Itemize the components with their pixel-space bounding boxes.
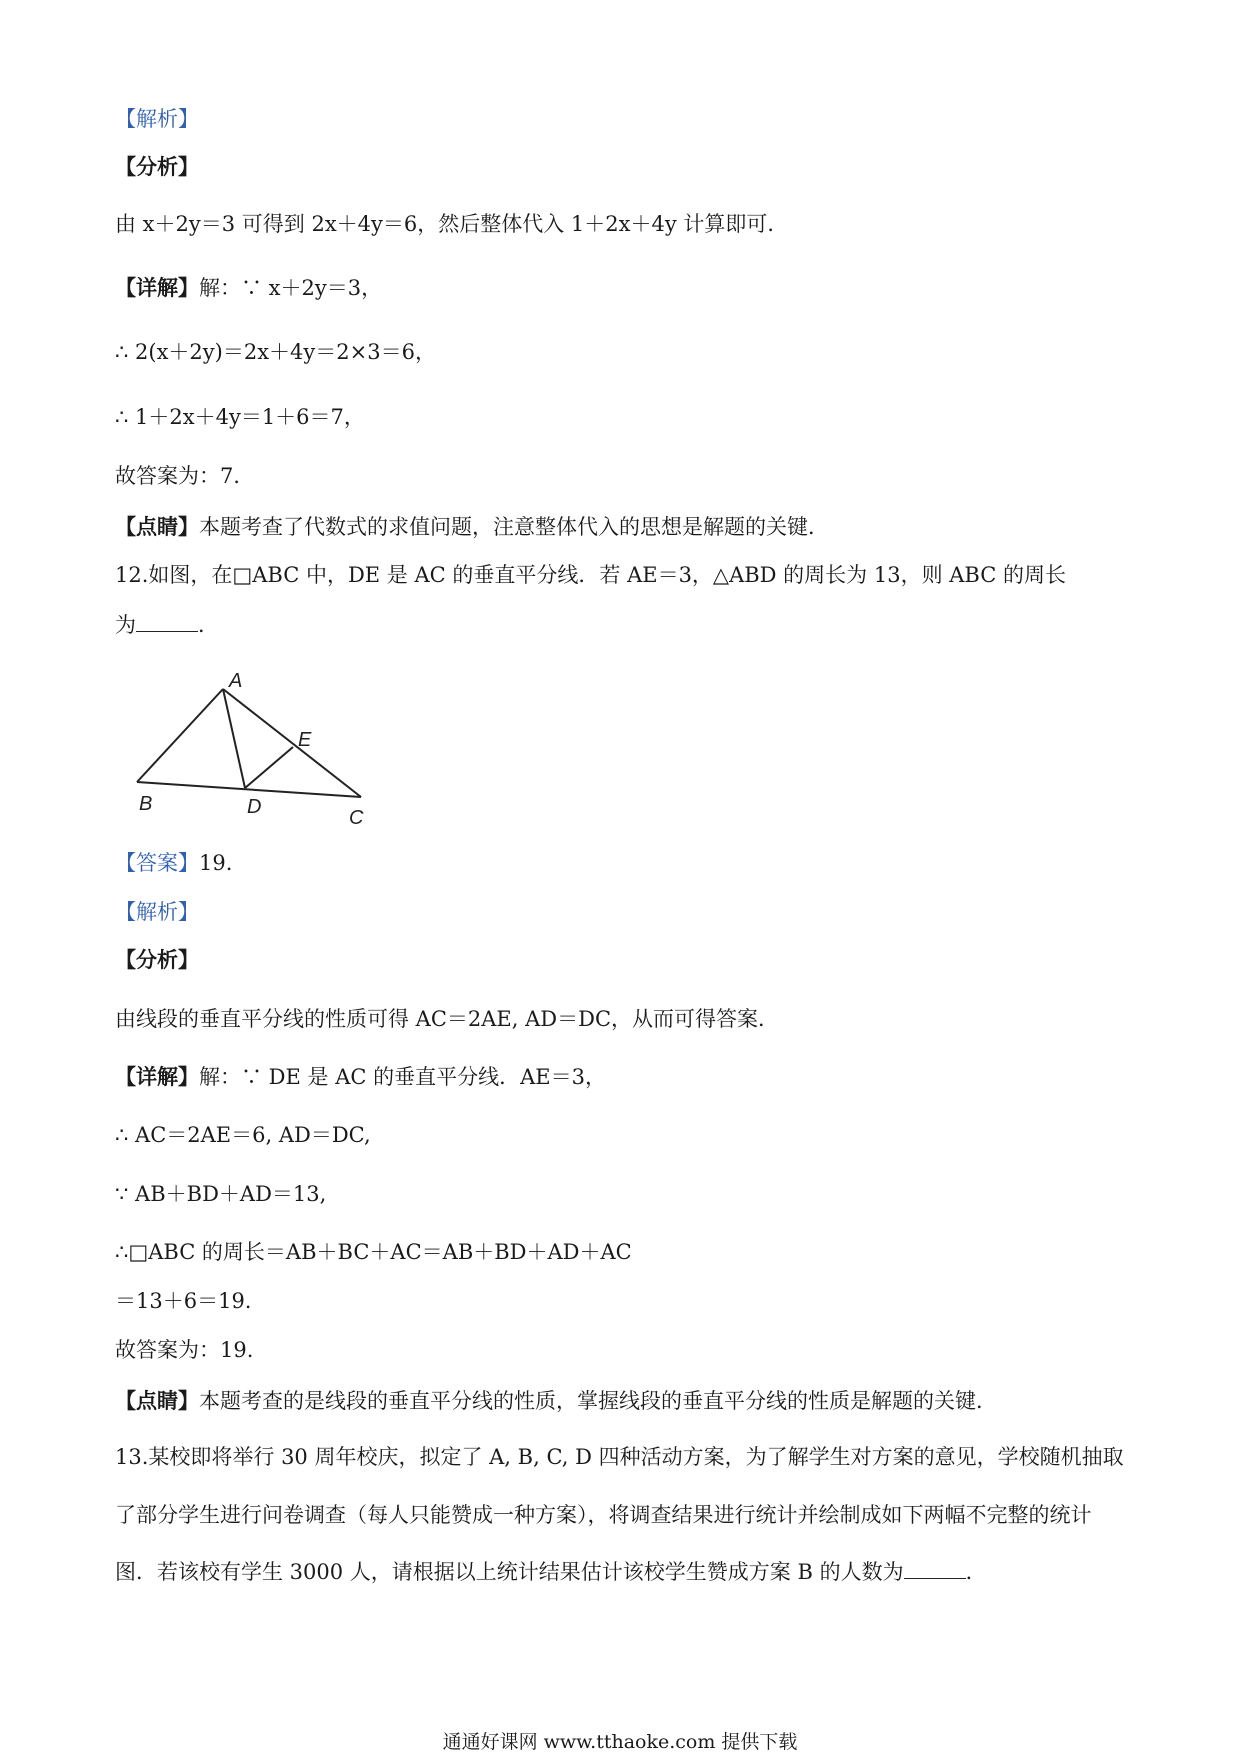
answer-blank-2 [904,1558,966,1579]
answer-blank [136,611,198,632]
daan-line [115,848,232,878]
solution-step-1: ∴ 2(x＋2y)＝2x＋4y＝2×3＝6， [115,340,436,364]
xiangjie-text: 解：∵ x＋2y＝3， [199,276,383,300]
dianjing-tag-2: 【点睛】 [115,1388,199,1413]
question-13-suffix: ． [965,1560,987,1584]
solution-step-5: ∴□ABC 的周长＝AB＋BC＋AC＝AB＋BD＋AD＋AC [115,1240,632,1264]
question-13-prefix: 图．若该校有学生 3000 人，请根据以上统计结果估计该校学生赞成方案 B 的人数为 [115,1560,904,1584]
question-12-line-2 [115,610,219,640]
triangle-diagram [125,665,385,835]
label-d: D [247,796,262,818]
dianjing-text-2: 本题考查的是线段的垂直平分线的性质，掌握线段的垂直平分线的性质是解题的关键． [199,1389,997,1413]
question-12-prefix: 为 [115,613,136,637]
jiexi-tag: 【解析】 [115,107,199,131]
label-e: E [298,729,312,751]
label-c: C [349,807,364,829]
xiangjie-line [115,273,382,303]
fenxi-tag-2: 【分析】 [115,947,199,972]
jiexi-tag-2: 【解析】 [115,900,199,924]
analysis-text: 由 x＋2y＝3 可得到 2x＋4y＝6，然后整体代入 1＋2x＋4y 计算即可． [115,212,789,236]
fenxi-tag: 【分析】 [115,154,199,179]
question-13-line-3 [115,1557,987,1587]
dianjing-line [115,512,829,542]
triangle-figure [125,665,385,835]
question-12-line-1: 12.如图，在□ABC 中，DE 是 AC 的垂直平分线．若 AE＝3，△ABD 的周长为 13，则 ABC 的周长 [115,563,1066,587]
label-b: B [139,793,153,815]
solution-step-2: ∴ 1＋2x＋4y＝1＋6＝7， [115,405,365,429]
label-a: A [229,670,243,692]
segment-de [245,747,293,788]
dianjing-tag: 【点睛】 [115,514,199,539]
answer-line: 故答案为：7． [115,464,255,488]
solution-step-3: ∴ AC＝2AE＝6, AD＝DC, [115,1123,371,1147]
xiangjie-tag-2: 【详解】 [115,1064,199,1089]
xiangjie-tag: 【详解】 [115,275,199,300]
analysis-text-2: 由线段的垂直平分线的性质可得 AC＝2AE, AD＝DC，从而可得答案． [115,1007,780,1031]
xiangjie-line-2 [115,1062,606,1092]
question-12-suffix: ． [198,613,219,637]
daan-tag: 【答案】 [115,851,199,875]
dianjing-text: 本题考查了代数式的求值问题，注意整体代入的思想是解题的关键． [199,515,829,539]
solution-step-6: ＝13＋6＝19. [115,1289,252,1313]
dianjing-line-2 [115,1386,997,1416]
answer-line-2: 故答案为：19. [115,1338,254,1362]
daan-text: 19. [199,851,233,875]
footer-source: 通通好课网 www.tthaoke.com 提供下载 [442,1731,798,1753]
question-13-line-1: 13.某校即将举行 30 周年校庆，拟定了 A, B, C, D 四种活动方案，为了解学生对方案的意见，学校随机抽取 [115,1445,1124,1469]
xiangjie-text-2: 解：∵ DE 是 AC 的垂直平分线．AE＝3， [199,1065,606,1089]
segment-ab [137,689,223,782]
solution-step-4: ∵ AB＋BD＋AD＝13, [115,1182,327,1206]
question-13-line-2: 了部分学生进行问卷调查（每人只能赞成一种方案），将调查结果进行统计并绘制成如下两幅不完整的统计 [115,1503,1092,1527]
